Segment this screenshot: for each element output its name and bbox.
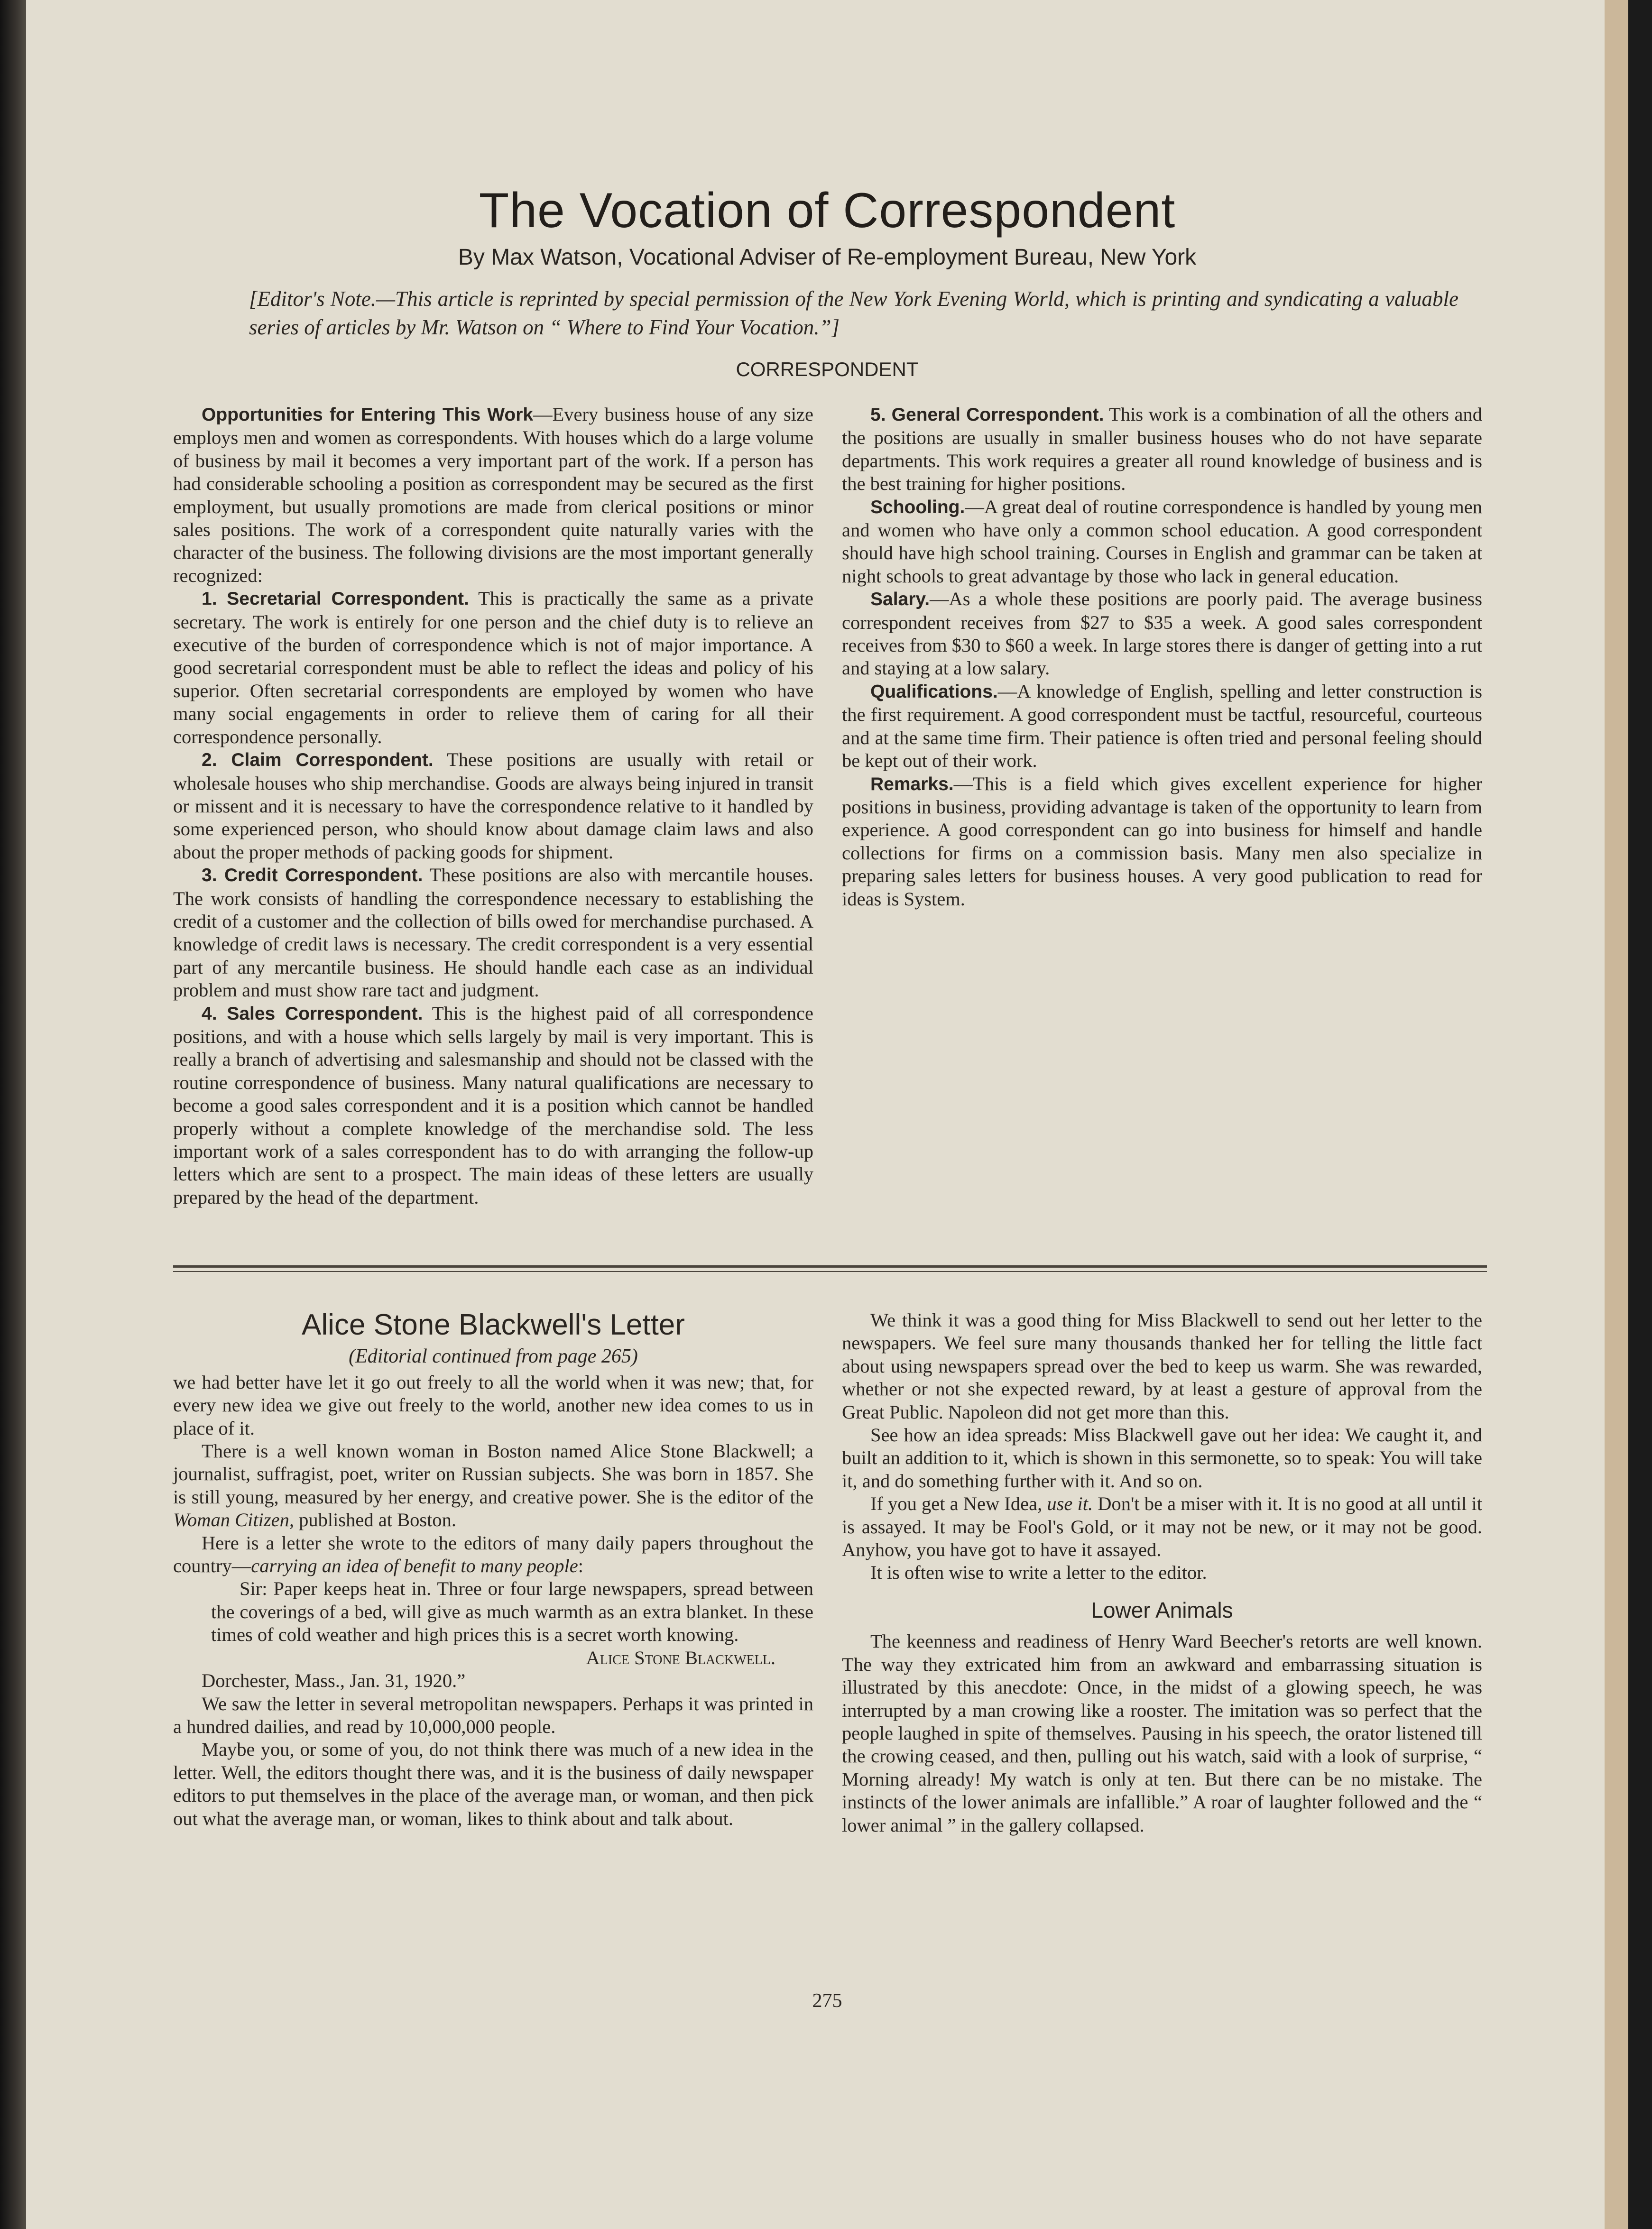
article1-left-column — [173, 403, 813, 1209]
paragraph: It is often wise to write a letter to the editor. — [870, 1562, 1207, 1584]
article2-title: Alice Stone Blackwell's Letter — [302, 1308, 685, 1341]
paragraph: We saw the letter in several metropolitan newspapers. Perhaps it was printed in a hundred dailies, and read by 10,000,000 people. — [173, 1693, 813, 1737]
paragraph: Opportunities for Entering This Work—Every business house of any size employs men and women as correspondents. With houses which do a large volume of business by mail it becomes a very important part of the work. If a person has had considerable schooling a position as correspondent may be secured as the first employment, but usually promotions are made from clerical positions or minor sales positions. The work of a correspondent quite naturally varies with the character of the business. The following divisions are the most important generally recognized: — [173, 404, 813, 586]
section-divider — [173, 1265, 1487, 1268]
letter-signature: Alice Stone Blackwell. — [586, 1647, 775, 1668]
page-edge — [1605, 0, 1628, 2229]
paragraph: Remarks.—This is a field which gives excellent experience for higher positions in business, providing advantage is taken of the opportunity to learn from experience. A good correspondent can go into business for himself and handle collections for firms on a commission basis. Many men also specialize in preparing sales letters for business houses. A very good publication to read for ideas is System. — [842, 773, 1482, 910]
section-divider-thin — [173, 1271, 1487, 1272]
paragraph: There is a well known woman in Boston named Alice Stone Blackwell; a journalist, suffragist, poet, writer on Russian subjects. She was born in 1857. She is still young, measured by her energy, and creative power. She is the editor of the Woman Citizen, published at Boston. — [173, 1440, 813, 1531]
paragraph: we had better have let it go out freely to all the world when it was new; that, for every new idea we give out freely to the world, another new idea comes to us in place of it. — [173, 1371, 813, 1439]
section-heading: CORRESPONDENT — [736, 358, 919, 380]
paragraph: See how an idea spreads: Miss Blackwell gave out her idea: We caught it, and built an addition to it, which is shown in this sermonette, so to speak: You will take it, and do something further with it. And so on. — [842, 1424, 1482, 1492]
binding-shadow — [0, 0, 28, 2229]
article-title: The Vocation of Correspondent — [479, 183, 1176, 238]
paragraph: Here is a letter she wrote to the editors of many daily papers throughout the country—carrying an idea of benefit to many people: — [173, 1532, 813, 1577]
paragraph: The keenness and readiness of Henry Ward Beecher's retorts are well known. The way they extricated him from an awkward and embarrassing situation is illustrated by this anecdote: Once, in the midst of a glowing speech, he was interrupted by a man crowing like a rooster. The imitation was so perfect that the people laughed in spite of themselves. Pausing in his speech, the orator listened till the crowing ceased, and then, pulling out his watch, said with a look of surprise, “ Morning already! My watch is only at ten. But there can be no mistake. The instincts of the lower animals are infallible.” A roar of laughter followed and the “ lower animal ” in the gallery collapsed. — [842, 1630, 1482, 1836]
article2-left-column — [173, 1308, 813, 1830]
paragraph: Maybe you, or some of you, do not think there was much of a new idea in the letter. Well, the editors thought there was, and it is the business of daily newspaper editors to put themselves in the place of the average man, or woman, and then pick out what the average man, or woman, likes to think about and talk about. — [173, 1739, 813, 1829]
paragraph: 3. Credit Correspondent. These positions are also with mercantile houses. The work consists of handling the correspondence necessary to establishing the credit of a customer and the collection of bills owed for merchandise purchased. A knowledge of credit laws is necessary. The credit correspondent is a very essential part of any mercantile business. He should handle each case as an individual problem and must show rare tact and judgment. — [173, 864, 813, 1001]
paragraph: If you get a New Idea, use it. Don't be a miser with it. It is no good at all until it is assayed. It may be Fool's Gold, or it may not be new, or it may not be good. Anyhow, you have got to have it assayed. — [842, 1493, 1482, 1561]
article2-right-column — [842, 1309, 1482, 1837]
paragraph: 2. Claim Correspondent. These positions are usually with retail or wholesale houses who ship merchandise. Goods are always being injured in transit or missent and it is necessary to have the correspondence relative to it handled by some experienced person, who should know about damage claim laws and also about the proper methods of packing goods for shipment. — [173, 749, 813, 863]
paragraph: 5. General Correspondent. This work is a combination of all the others and the positions are usually in smaller business houses who do not have separate departments. This work requires a greater all round knowledge of business and is the best training for higher positions. — [842, 404, 1482, 495]
letter-quote: Sir: Paper keeps heat in. Three or four large newspapers, spread between the coverings of a bed, will give as much warmth as an extra blanket. In these times of cold weather and high prices this is a secret worth knowing. — [211, 1578, 813, 1646]
letter-dateline: Dorchester, Mass., Jan. 31, 1920.” — [202, 1670, 466, 1692]
paragraph: 1. Secretarial Correspondent. This is practically the same as a private secretary. The work is entirely for one person and the chief duty is to relieve an executive of the burden of correspondence which is not of major importance. A good secretarial correspondent must be able to reflect the ideas and policy of his superior. Often secretarial correspondents are employed by women who have many social engagements in order to relieve them of caring for all their correspondence personally. — [173, 588, 813, 747]
article1-right-column — [842, 403, 1482, 911]
paragraph: 4. Sales Correspondent. This is the highest paid of all correspondence positions, and with a house which sells largely by mail is very important. This is really a branch of advertising and salesmanship and should not be classed with the routine correspondence of business. Many natural qualifications are necessary to become a good sales correspondent and it is a position which cannot be handled properly without a complete knowledge of the merchandise sold. The less important work of a sales correspondent has to do with arranging the follow-up letters which are sent to a prospect. The main ideas of these letters are usually prepared by the head of the department. — [173, 1002, 813, 1208]
continued-note: (Editorial continued from page 265) — [349, 1345, 638, 1368]
paragraph: Qualifications.—A knowledge of English, spelling and letter construction is the first requirement. A good correspondent must be tactful, resourceful, courteous and at the same time firm. Their patience is often tried and personal feeling should be kept out of their work. — [842, 680, 1482, 772]
paragraph: We think it was a good thing for Miss Blackwell to send out her letter to the newspapers. We feel sure many thousands thanked her for telling the little fact about using newspapers spread over the bed to keep us warm. She was rewarded, whether or not she expected reward, by at least a gesture of approval from the Great Public. Napoleon did not get more than this. — [842, 1309, 1482, 1423]
editor-note: [Editor's Note.—This article is reprinted by special permission of the New York Evening World, which is printing and syndicating a valuable series of articles by Mr. Watson on “ Where to Find Your Vocation.”] — [249, 287, 1458, 339]
article-byline: By Max Watson, Vocational Adviser of Re-employment Bureau, New York — [458, 245, 1197, 270]
paragraph: Schooling.—A great deal of routine correspondence is handled by young men and women who have only a common school education. A good correspondent should have high school training. Courses in English and grammar can be taken at night schools to great advantage by those who lack in general education. — [842, 496, 1482, 587]
page-number: 275 — [812, 1990, 842, 2012]
paragraph: Salary.—As a whole these positions are poorly paid. The average business correspondent receives from $27 to $35 a week. A good sales correspondent receives from $30 to $60 a week. In large stores there is danger of getting into a rut and staying at a low salary. — [842, 588, 1482, 679]
page — [26, 0, 1628, 2229]
article3-title: Lower Animals — [1091, 1597, 1233, 1622]
